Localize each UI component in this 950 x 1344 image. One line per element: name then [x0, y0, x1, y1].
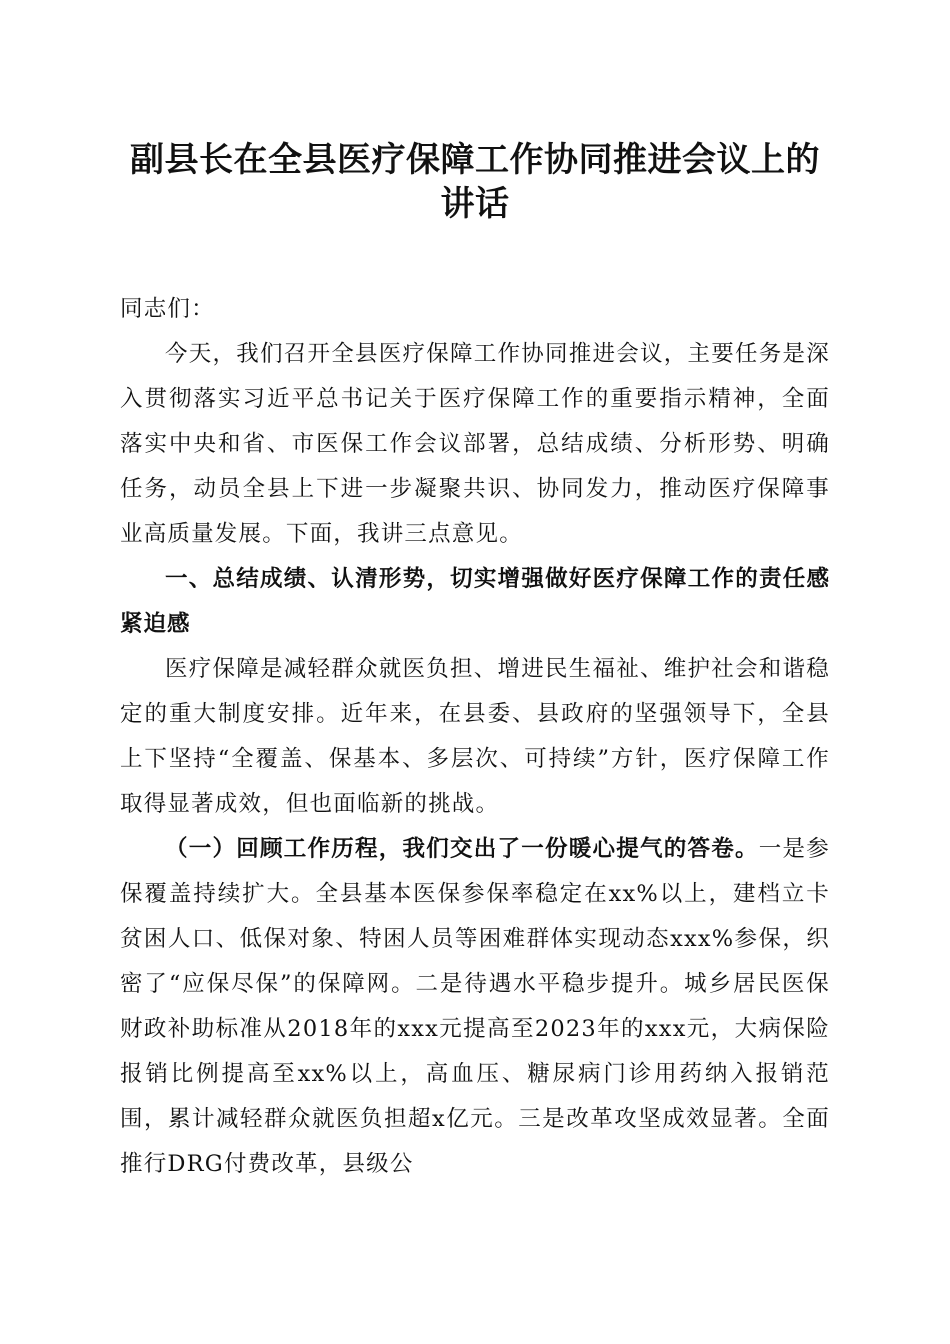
intro-paragraph: 今天，我们召开全县医疗保障工作协同推进会议，主要任务是深入贯彻落实习近平总书记关于医疗保障工作的重要指示精神，全面落实中央和省、市医保工作会议部署，总结成绩、分析形势、明确任务，动员全县上下进一步凝聚共识、协同发力，推动医疗保障事业高质量发展。下面，我讲三点意见。	[120, 341, 830, 547]
document-page	[120, 128, 830, 1187]
section-heading-1: 一、总结成绩、认清形势，切实增强做好医疗保障工作的责任感紧迫感	[120, 566, 830, 637]
salutation: 同志们：	[120, 296, 215, 322]
subsection-1-block	[120, 827, 830, 1187]
subsection-1-text: 一是参保覆盖持续扩大。全县基本医保参保率稳定在xx%以上，建档立卡贫困人口、低保对象、特困人员等困难群体实现动态xxx%参保，织密了“应保尽保”的保障网。二是待遇水平稳步提升。城乡居民医保财政补助标准从2018年的xxx元提高至2023年的xxx元，大病保险报销比例提高至xx%以上，高血压、糖尿病门诊用药纳入报销范围，累计减轻群众就医负担超x亿元。三是改革攻坚成效显著。全面推行DRG付费改革，县级公	[120, 836, 830, 1177]
section-1-paragraph: 医疗保障是减轻群众就医负担、增进民生福祉、维护社会和谐稳定的重大制度安排。近年来，在县委、县政府的坚强领导下，全县上下坚持“全覆盖、保基本、多层次、可持续”方针，医疗保障工作取得显著成效，但也面临新的挑战。	[120, 656, 830, 817]
subsection-heading-1: （一）回顾工作历程，我们交出了一份暖心提气的答卷。	[165, 836, 759, 862]
document-title: 副县长在全县医疗保障工作协同推进会议上的讲话	[130, 140, 820, 224]
